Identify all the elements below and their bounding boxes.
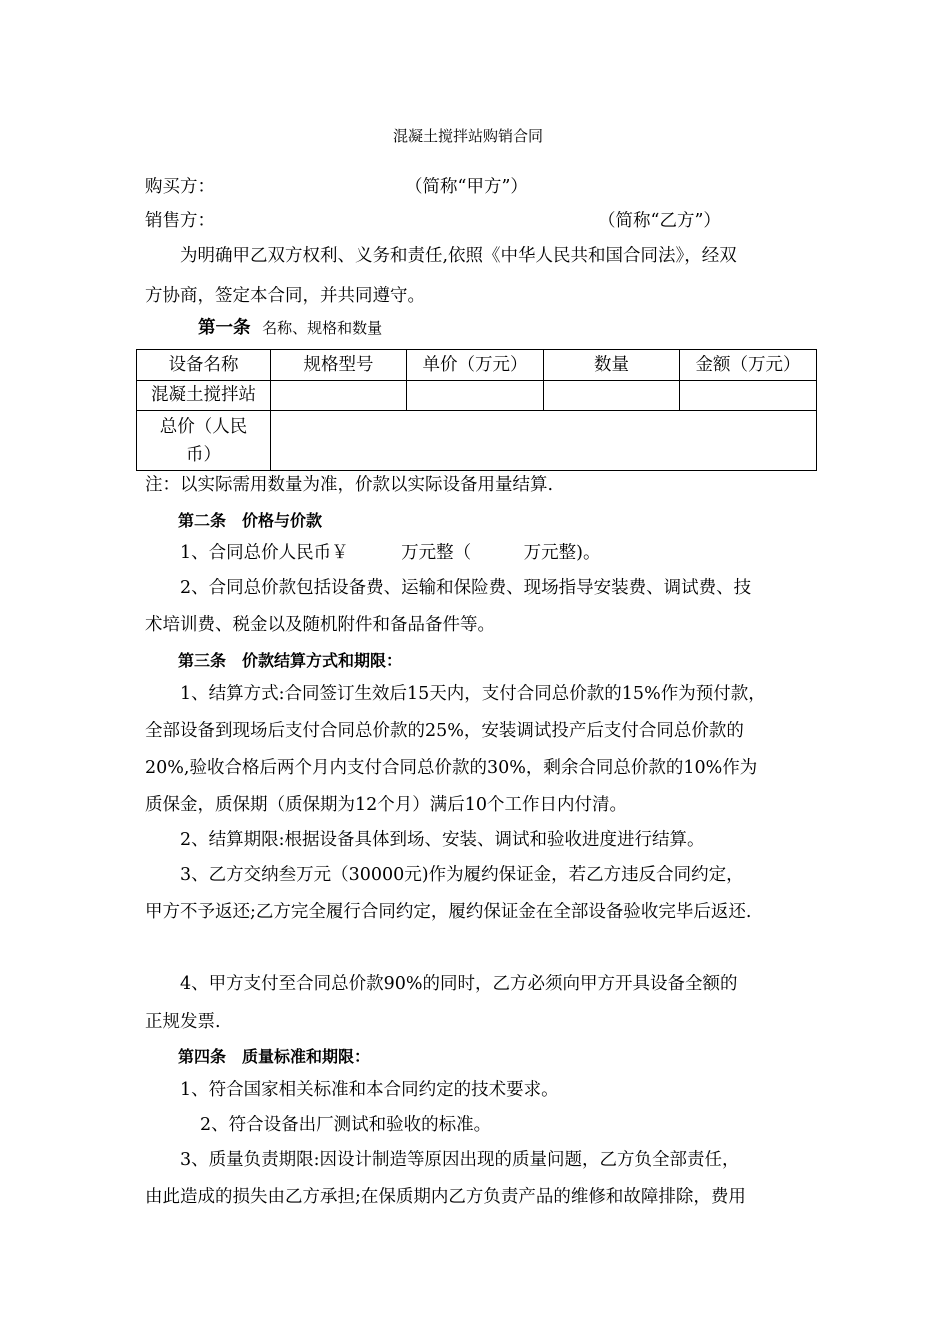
total-label-line-2: 币） (186, 444, 221, 465)
article-2-item-1: 1、合同总价人民币￥ 万元整（ 万元整)。 (180, 543, 601, 563)
cell-amount (680, 380, 817, 411)
table-note: 注：以实际需用数量为准，价款以实际设备用量结算. (145, 475, 554, 495)
intro-line-1: 为明确甲乙双方权利、义务和责任,依照《中华人民共和国合同法》，经双 (180, 246, 737, 266)
cell-quantity (544, 380, 680, 411)
article-3-item-1-line-3: 20%,验收合格后两个月内支付合同总价款的30%，剩余合同总价款的10%作为 (145, 758, 758, 778)
seller-label: 销售方： (145, 211, 215, 231)
header-spec-model: 规格型号 (271, 350, 407, 381)
article-3-item-1-line-2: 全部设备到现场后支付合同总价款的25%，安装调试投产后支付合同总价款的 (145, 721, 744, 741)
total-value-cell (271, 411, 817, 471)
article-2-item-2-line-1: 2、合同总价款包括设备费、运输和保险费、现场指导安装费、调试费、技 (180, 578, 752, 598)
contract-title: 混凝土搅拌站购销合同 (393, 127, 544, 145)
article-4-item-1: 1、符合国家相关标准和本合同约定的技术要求。 (180, 1080, 559, 1100)
buyer-abbr: （简称“甲方”） (405, 177, 528, 197)
header-equipment-name: 设备名称 (137, 350, 271, 381)
header-quantity: 数量 (544, 350, 680, 381)
article-1-number: 第一条 (198, 318, 251, 338)
header-amount: 金额（万元） (680, 350, 817, 381)
article-2-item-2-line-2: 术培训费、税金以及随机附件和备品备件等。 (145, 615, 495, 635)
table-header-row (137, 350, 817, 381)
article-1-heading (198, 316, 382, 340)
buyer-label: 购买方： (145, 177, 215, 197)
seller-abbr: （简称“乙方”） (598, 211, 721, 231)
article-3-item-1-line-4: 质保金，质保期（质保期为12个月）满后10个工作日内付清。 (145, 795, 628, 815)
article-3-item-2: 2、结算期限:根据设备具体到场、安装、调试和验收进度进行结算。 (180, 830, 705, 850)
intro-line-2: 方协商，签定本合同，并共同遵守。 (145, 286, 425, 306)
article-3-item-3-line-1: 3、乙方交纳叁万元（30000元)作为履约保证金，若乙方违反合同约定， (180, 865, 744, 885)
cell-spec-model (271, 380, 407, 411)
article-3-heading: 第三条 价款结算方式和期限： (178, 651, 403, 670)
table-total-row (137, 411, 817, 471)
article-3-item-4-line-1: 4、甲方支付至合同总价款90%的同时，乙方必须向甲方开具设备全额的 (180, 974, 738, 994)
cell-equipment-name: 混凝土搅拌站 (137, 380, 271, 411)
article-4-item-3-line-2: 由此造成的损失由乙方承担;在保质期内乙方负责产品的维修和故障排除，费用 (145, 1187, 746, 1207)
total-label-line-1: 总价（人民 (159, 416, 248, 437)
article-3-item-1-line-1: 1、结算方式:合同签订生效后15天内，支付合同总价款的15%作为预付款， (180, 684, 766, 704)
article-4-heading: 第四条 质量标准和期限： (178, 1047, 371, 1066)
article-3-item-4-line-2: 正规发票. (145, 1012, 221, 1032)
total-label-cell (137, 411, 271, 471)
article-1-title: 名称、规格和数量 (262, 319, 383, 337)
article-4-item-2: 2、符合设备出厂测试和验收的标准。 (200, 1115, 492, 1135)
table-row (137, 380, 817, 411)
cell-unit-price (407, 380, 544, 411)
article-4-item-3-line-1: 3、质量负责期限:因设计制造等原因出现的质量问题，乙方负全部责任， (180, 1150, 740, 1170)
article-3-item-3-line-2: 甲方不予返还;乙方完全履行合同约定，履约保证金在全部设备验收完毕后返还. (145, 902, 752, 922)
header-unit-price: 单价（万元） (407, 350, 544, 381)
article-2-heading: 第二条 价格与价款 (178, 511, 323, 530)
equipment-table (136, 349, 817, 471)
